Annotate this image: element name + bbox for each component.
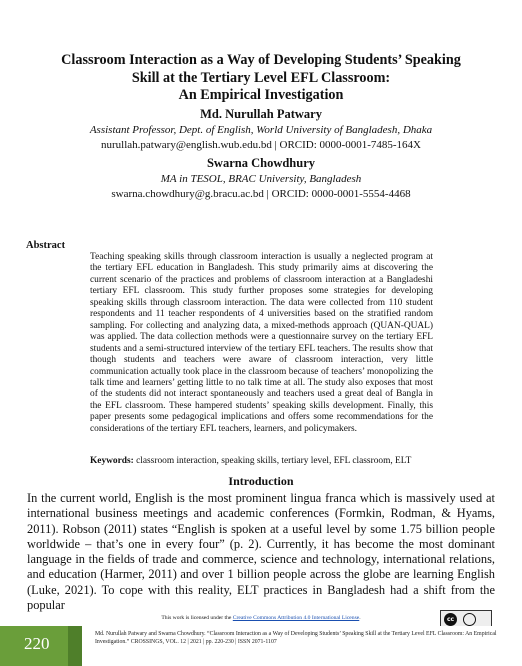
author-2-block xyxy=(30,156,492,203)
license-suffix: . xyxy=(359,615,361,621)
author-1-name: Md. Nurullah Patwary xyxy=(200,107,322,121)
paper-title xyxy=(30,52,492,105)
abstract-heading: Abstract xyxy=(26,240,66,251)
author-1-block xyxy=(30,107,492,154)
abstract-text: Teaching speaking skills through classroom interaction is usually a neglected program at the tertiary EFL education in Bangladesh. This study primarily aims at discovering the current scenario of the practices and problems of classroom interaction at a Bangladeshi tertiary EFL classroom. This study further proposes some strategies for developing speaking skills through classroom interaction. The data were collected from 110 student respondents and 11 teacher respondents of 4 universities based on the stratified random sampling. For collecting and analyzing data, a mixed-methods approach (QUAN-QUAL) was applied. The data collection methods were a questionnaire survey on the tertiary EFL students and a semi-structured interview of the tertiary EFL teachers. The results show that though students and teachers were aware of classroom interaction, very little communication actually took place in the classroom because of teachers’ monopolizing the talk time and learners’ getting little to no talk time at all. The study also exposes that most of the students did not interact spontaneously and teachers used a great deal of Bangla in the EFL classroom. These hampered students’ speaking skills development. Finally, this paper presents some pedagogical implications and offers some recommendations for the considerations of the tertiary EFL teachers, learners, and policymakers. xyxy=(90,252,433,434)
page-number: 220 xyxy=(24,634,50,653)
author-1-affiliation: Assistant Professor, Dept. of English, World University of Bangladesh, Dhaka xyxy=(89,123,433,136)
title-line-3: An Empirical Investigation xyxy=(178,87,344,103)
author-2-name: Swarna Chowdhury xyxy=(206,156,315,170)
tab-stripe xyxy=(68,626,82,666)
page-number-tab xyxy=(0,626,82,666)
keywords-label: Keywords: xyxy=(90,456,134,466)
footer-citation: Md. Nurullah Patwary and Swarna Chowdhury. “Classroom Interaction as a Way of Developing Students’ Speaking Skill at the Tertiary Level EFL Classroom: An Empirical Investigation.” CROSSINGS, VOL. 12 | 2021 | pp. 220-230 | ISSN 2071-1107 xyxy=(95,631,497,645)
keywords-line xyxy=(90,456,490,466)
by-icon xyxy=(463,613,476,626)
author-2-contact: swarna.chowdhury@g.bracu.ac.bd | ORCID: 0000-0001-5554-4468 xyxy=(111,188,411,200)
title-line-1: Classroom Interaction as a Way of Developing Students’ Speaking xyxy=(61,52,461,68)
author-1-contact: nurullah.patwary@english.wub.edu.bd | ORCID: 0000-0001-7485-164X xyxy=(101,139,421,151)
cc-icon: cc xyxy=(444,613,457,626)
introduction-heading: Introduction xyxy=(228,474,294,488)
keywords-text: classroom interaction, speaking skills, tertiary level, EFL classroom, ELT xyxy=(133,456,412,466)
license-link[interactable]: Creative Commons Attribution 4.0 International License xyxy=(232,615,360,621)
author-2-affiliation: MA in TESOL, BRAC University, Bangladesh xyxy=(160,172,362,185)
title-line-2: Skill at the Tertiary Level EFL Classroom: xyxy=(131,69,391,86)
introduction-text: In the current world, English is the most prominent lingua franca which is massively used at international business meetings and academic conferences (Formkin, Rodman, & Hyams, 2011). Robson (2011) states “English is spoken at a useful level by some 1.75 billion people worldwide – that’s one in every four” (p. 2). Currently, it has become the most dominant language in the fields of trade and commerce, science and technology, international relations, and education (Harmer, 2011) and over 1 billion people across the globe are learning English (Luke, 2021). To cope with this reality, ELT practices in Bangladesh had a shift from the popular xyxy=(27,491,495,613)
license-prefix: This work is licensed under the xyxy=(161,615,233,621)
